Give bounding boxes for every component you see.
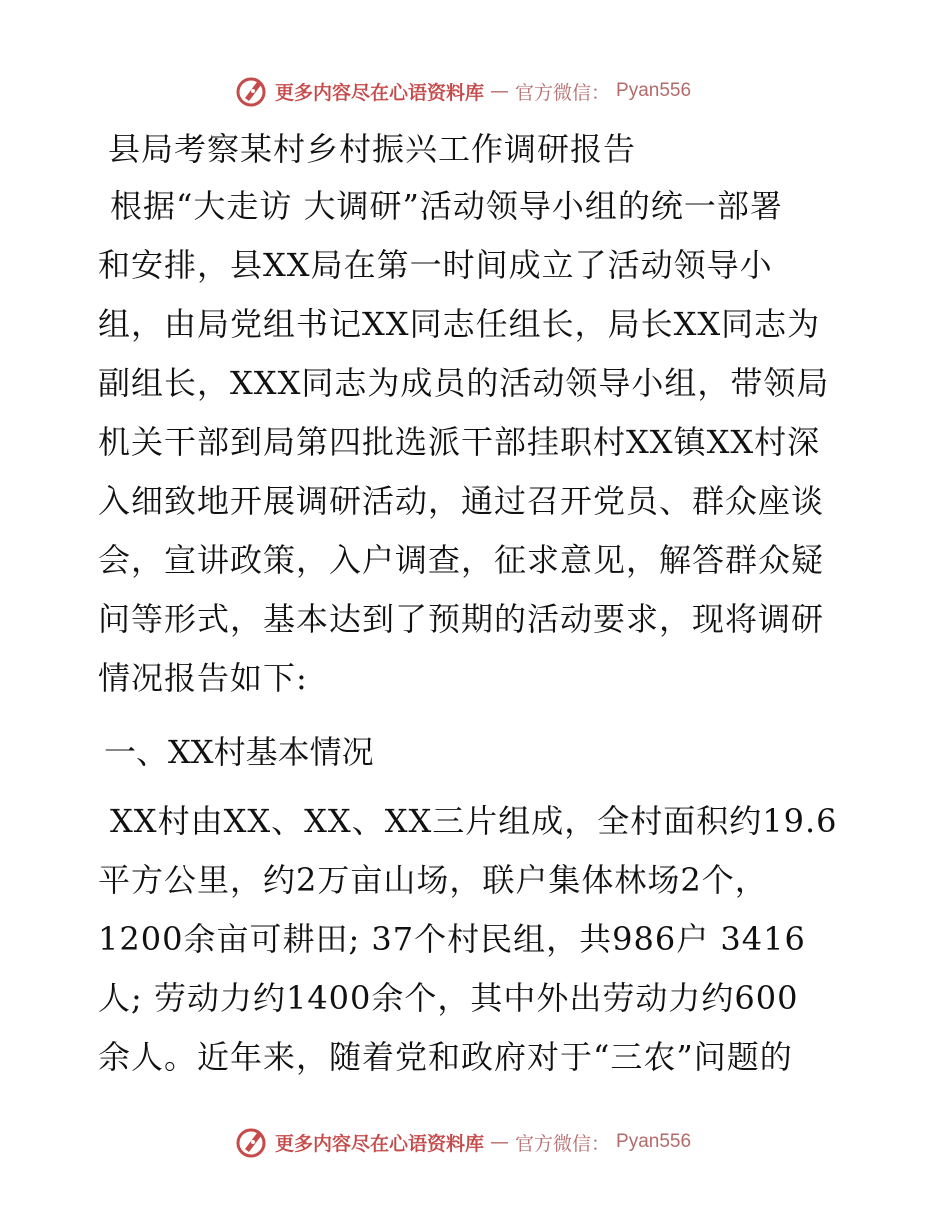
watermark-separator: — <box>490 1131 510 1153</box>
intro-line: 入细致地开展调研活动，通过召开党员、群众座谈 <box>98 482 825 520</box>
watermark-brand: 更多内容尽在心语资料库 <box>275 81 485 104</box>
section-line: 余人。近年来，随着党和政府对于“三农”问题的 <box>98 1038 793 1076</box>
section-line: 人; 劳动力约1400余个，其中外出劳动力约600 <box>98 979 799 1017</box>
intro-line: 情况报告如下: <box>98 659 308 697</box>
pen-nib-circle-icon <box>235 1125 269 1159</box>
intro-line: 问等形式，基本达到了预期的活动要求，现将调研 <box>98 600 825 638</box>
watermark-label: 官方微信： <box>515 1132 611 1155</box>
watermark-wechat-id: Pyan556 <box>616 80 692 101</box>
watermark-wechat-id: Pyan556 <box>616 1131 692 1152</box>
watermark-header <box>235 71 691 111</box>
document-title: 县局考察某村乡村振兴工作调研报告 <box>108 130 637 168</box>
watermark-label: 官方微信： <box>515 81 611 104</box>
document-body <box>98 177 858 1087</box>
intro-line: 会，宣讲政策，入户调查，征求意见，解答群众疑 <box>98 541 825 579</box>
intro-line: 组，由局党组书记XX同志任组长，局长XX同志为 <box>98 305 821 343</box>
intro-line: 副组长，XXX同志为成员的活动领导小组，带领局 <box>98 364 830 402</box>
watermark-separator: — <box>490 80 510 102</box>
intro-line: 根据“大走访 大调研”活动领导小组的统一部署 <box>110 187 783 225</box>
watermark-brand: 更多内容尽在心语资料库 <box>275 1132 485 1155</box>
watermark-footer <box>235 1122 691 1162</box>
section-line: 1200余亩可耕田; 37个村民组，共986户 3416 <box>98 920 806 958</box>
section-line: XX村由XX、XX、XX三片组成，全村面积约19.6 <box>110 802 838 840</box>
section-line: 平方公里，约2万亩山场，联户集体林场2个， <box>98 861 768 899</box>
section-heading: 一、XX村基本情况 <box>104 733 374 771</box>
intro-line: 和安排，县XX局在第一时间成立了活动领导小 <box>98 246 773 284</box>
intro-line: 机关干部到局第四批选派干部挂职村XX镇XX村深 <box>98 423 821 461</box>
pen-nib-circle-icon <box>235 74 269 108</box>
